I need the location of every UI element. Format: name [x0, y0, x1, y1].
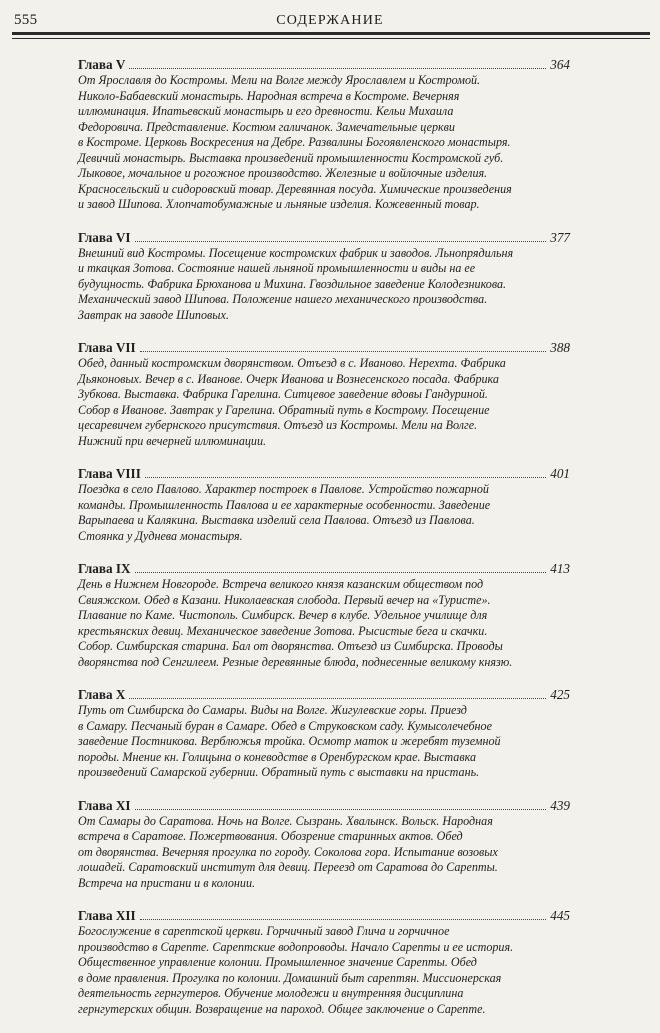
summary-line: Плавание по Каме. Чистополь. Симбирск. Вечер в клубе. Удельное училище для [78, 608, 488, 622]
summary-line: и завод Шипова. Хлопчатобумажные и льняные изделия. Кожевенный товар. [78, 197, 480, 211]
summary-line: Стоянка у Дуднева монастыря. [78, 528, 243, 543]
chapter-label: Глава VII [78, 340, 136, 355]
dot-leader [129, 687, 546, 699]
chapter-page-number: 445 [550, 908, 570, 923]
summary-line: Варыпаева и Калякина. Выставка изделий села Павлова. Отъезд из Павлова. [78, 513, 475, 527]
summary-line: гернгутерских общин. Возвращение на пароход. Общее заключение о Сарепте. [78, 1001, 486, 1016]
chapter-page-number: 364 [550, 57, 570, 72]
chapter-summary [78, 73, 570, 213]
summary-line: будущность. Фабрика Брюханова и Михина. Гвоздильное заведение Колодезникова. [78, 276, 507, 291]
toc-entry-heading [78, 339, 570, 356]
summary-line: Путь от Симбирска до Самары. Виды на Волге. Жигулевские горы. Приезд [78, 703, 467, 717]
header-rule-thin [12, 38, 650, 39]
summary-line: заведение Постникова. Верблюжья тройка. Осмотр маток и жеребят туземной [78, 734, 501, 748]
dot-leader [145, 466, 546, 478]
summary-line: в Самару. Песчаный буран в Самаре. Обед в Струковском саду. Кумысолечебное [78, 718, 492, 733]
toc-entry-heading [78, 56, 570, 73]
summary-line: От Самары до Саратова. Ночь на Волге. Сызрань. Хвалынск. Вольск. Народная [78, 813, 493, 828]
summary-line: встреча в Саратове. Пожертвования. Обозрение старинных актов. Обед [78, 829, 463, 843]
toc-entry-heading [78, 560, 570, 577]
chapter-label: Глава VIII [78, 466, 141, 481]
summary-line: от дворянства. Вечерняя прогулка по городу. Соколова гора. Испытание возовых [78, 844, 498, 859]
summary-line: Внешний вид Костромы. Посещение костромских фабрик и заводов. Льнопрядильня [78, 245, 514, 260]
summary-line: Встреча на пристани и в колонии. [78, 875, 256, 890]
header-rule-thick [12, 32, 650, 35]
summary-line: в Костроме. Церковь Воскресения на Дебре. Развалины Богоявленского монастыря. [78, 135, 511, 149]
chapter-summary [78, 924, 570, 1017]
chapter-label: Глава XI [78, 797, 131, 813]
toc-entry [78, 229, 570, 324]
summary-line: Обед, данный костромским дворянством. Отъезд в с. Иваново. Нерехта. Фабрика [78, 356, 506, 370]
summary-line: Дьяконовых. Вечер в с. Иванове. Очерк Иванова и Вознесенского посада. Фабрика [78, 371, 499, 386]
summary-line: Богослужение в сарептской церкви. Горчичный завод Глича и горчичное [78, 924, 450, 938]
summary-line: в доме правления. Прогулка по колонии. Домашний быт сарептян. Миссионерская [78, 970, 502, 985]
toc-entry [78, 686, 570, 781]
summary-line: цесаревичем губернского присутствия. Отъезд из Костромы. Мели на Волге. [78, 418, 478, 432]
summary-line: Федоровича. Представление. Костюм галичанок. Замечательные церкви [78, 119, 455, 134]
chapter-page-number: 425 [550, 687, 570, 702]
chapter-summary [78, 246, 570, 324]
toc-entry-heading [78, 229, 570, 246]
toc-entry-heading [78, 465, 570, 482]
chapter-label: Глава V [78, 57, 126, 72]
summary-line: команды. Промышленность Павлова и ее характерные особенности. Заведение [78, 497, 491, 512]
chapter-summary [78, 482, 570, 544]
summary-line: Нижний при вечерней иллюминации. [78, 433, 267, 448]
chapter-label: Глава X [78, 687, 126, 702]
dot-leader [129, 57, 546, 69]
chapter-label: Глава XII [78, 908, 136, 923]
summary-line: производство в Сарепте. Сарептские водопроводы. Начало Сарепты и ее история. [78, 939, 514, 954]
toc-entry [78, 465, 570, 544]
toc-entry [78, 560, 570, 670]
summary-line: Завтрак на заводе Шиповых. [78, 307, 229, 322]
page-header [0, 10, 660, 34]
toc-entry [78, 56, 570, 213]
summary-line: Общественное управление колонии. Промышленное значение Сарепты. Обед [78, 955, 477, 969]
dot-leader [140, 908, 547, 920]
summary-line: Механический завод Шипова. Положение нашего механического производства. [78, 292, 488, 306]
chapter-summary [78, 703, 570, 781]
chapter-summary [78, 356, 570, 449]
chapter-page-number: 439 [550, 797, 570, 813]
toc-entry [78, 907, 570, 1017]
toc-entry [78, 339, 570, 449]
summary-line: Собор в Иванове. Завтрак у Гарелина. Обратный путь в Кострому. Посещение [78, 402, 490, 417]
summary-line: Свияжском. Обед в Казани. Николаевская слобода. Первый вечер на «Туристе». [78, 592, 491, 607]
summary-line: Николо-Бабаевский монастырь. Народная встреча в Костроме. Вечерняя [78, 88, 460, 103]
dot-leader [135, 561, 547, 573]
summary-line: иллюминация. Ипатьевский монастырь и его древности. Кельи Михаила [78, 104, 454, 118]
summary-line: Лыковое, мочальное и рогожное производство. Железные и войлочные изделия. [78, 166, 488, 180]
summary-line: Собор. Симбирская старина. Бал от дворянства. Отъезд из Симбирска. Проводы [78, 639, 503, 653]
summary-line: деятельность гернгутеров. Обучение молодежи и внутренняя дисциплина [78, 986, 464, 1000]
chapter-page-number: 377 [550, 229, 570, 245]
summary-line: От Ярославля до Костромы. Мели на Волге между Ярославлем и Костромой. [78, 73, 481, 87]
chapter-summary [78, 577, 570, 670]
toc-entry-heading [78, 686, 570, 703]
summary-line: породы. Мнение кн. Голицына о коневодстве в Оренбургском крае. Выставка [78, 749, 477, 764]
dot-leader [135, 230, 547, 242]
chapter-page-number: 388 [550, 340, 570, 355]
dot-leader [140, 340, 547, 352]
summary-line: Красносельский и сидоровский товар. Деревянная посуда. Химические произведения [78, 181, 512, 196]
summary-line: лошадей. Саратовский институт для девиц. Переезд от Саратова до Сарепты. [78, 860, 498, 874]
summary-line: Зубкова. Выставка. Фабрика Гарелина. Ситцевое заведение вдовы Гандуриной. [78, 387, 488, 401]
toc-entry [78, 797, 570, 892]
summary-line: и ткацкая Зотова. Состояние нашей льняной промышленности и виды на ее [78, 261, 476, 275]
chapter-page-number: 401 [550, 466, 570, 481]
toc-entry-heading [78, 907, 570, 924]
running-head-title: СОДЕРЖАНИЕ [276, 13, 384, 28]
page-number: 555 [14, 12, 38, 28]
summary-line: День в Нижнем Новгороде. Встреча великого князя казанским обществом под [78, 577, 484, 591]
dot-leader [135, 798, 547, 810]
summary-line: крестьянских девиц. Механическое заведение Зотова. Рысистые бега и скачки. [78, 623, 488, 638]
summary-line: Поездка в село Павлово. Характер построек в Павлове. Устройство пожарной [78, 482, 489, 496]
summary-line: Девичий монастырь. Выставка произведений промышленности Костромской губ. [78, 150, 504, 165]
summary-line: произведений Самарской губернии. Обратный путь с выставки на пристань. [78, 765, 480, 779]
chapter-page-number: 413 [550, 561, 570, 576]
chapter-summary [78, 814, 570, 892]
chapter-label: Глава IX [78, 561, 131, 576]
chapter-label: Глава VI [78, 229, 131, 245]
toc-entry-heading [78, 797, 570, 814]
summary-line: дворянства под Сенгилеем. Резные деревянные блюда, поднесенные великому князю. [78, 654, 513, 669]
table-of-contents [78, 56, 570, 1033]
